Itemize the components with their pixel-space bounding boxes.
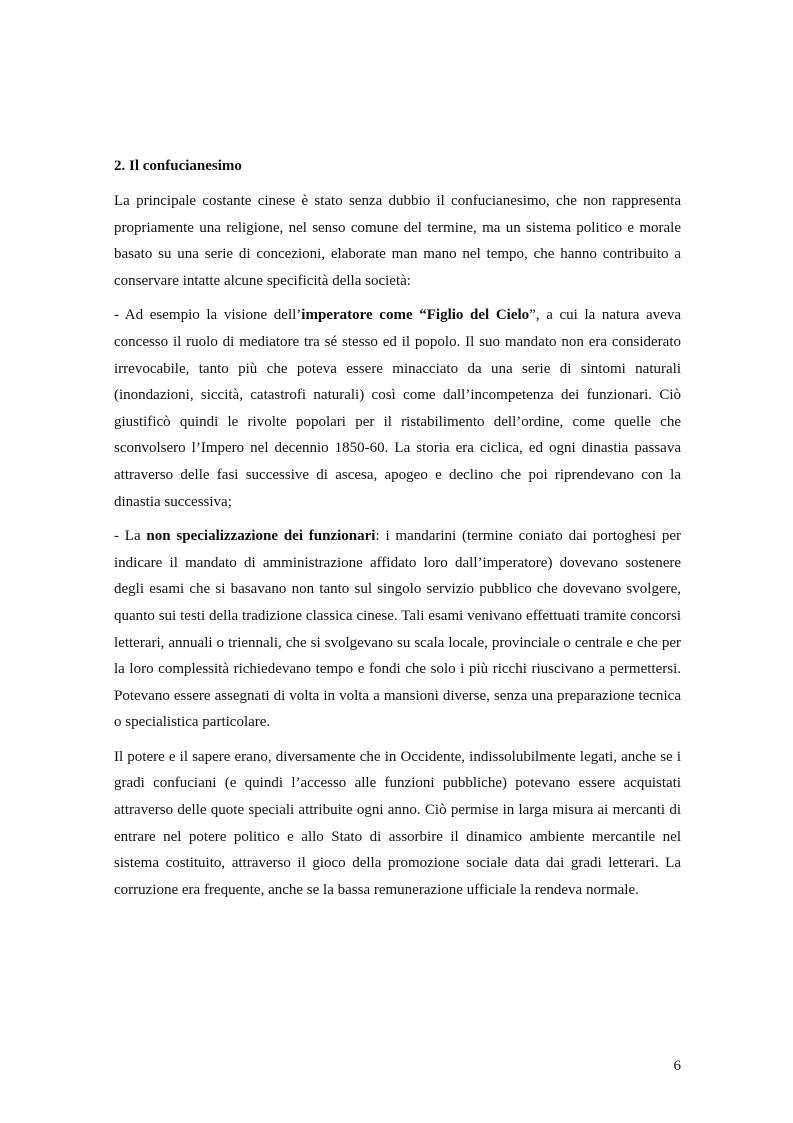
page-content: [114, 156, 681, 911]
paragraph-officials-text: : i mandarini (termine coniato dai portoghesi per indicare il mandato di amministrazione affidato loro dall’imperatore) dovevano sostenere degli esami che si basavano non tanto sul singolo servizio pubblico che dovevano svolgere, quanto sui testi della tradizione classica cinese. Tali esami venivano effettuati tramite concorsi letterari, annuali o triennali, che si svolgevano su scala locale, provinciale o centrale e che per la loro complessità richiedevano tempo e fondi che solo i più ricchi riuscivano a permettersi. Potevano essere assegnati di volta in volta a mansioni diverse, senza una preparazione tecnica o specialistica particolare.: [114, 528, 681, 731]
section-heading: 2. Il confucianesimo: [114, 158, 242, 174]
paragraph-intro: La principale costante cinese è stato senza dubbio il confucianesimo, che non rappresenta propriamente una religione, nel senso comune del termine, ma un sistema politico e morale basato su una serie di concezioni, elaborate man mano nel tempo, che hanno contribuito a conservare intatte alcune specificità della società:: [114, 193, 681, 289]
paragraph-officials: [114, 523, 681, 736]
paragraph-emperor-bold: imperatore come “Figlio del Cielo: [301, 307, 530, 324]
paragraph-emperor-text: ”, a cui la natura aveva concesso il ruolo di mediatore tra sé stesso ed il popolo. Il suo mandato non era considerato irrevocabile, tanto più che poteva essere minacciato da una serie di sintomi naturali (inondazioni, siccità, catastrofi naturali) così come dall’incompetenza dei funzionari. Ciò giustificò quindi le rivolte popolari per il ristabilimento dell’ordine, come quelle che sconvolsero l’Impero nel decennio 1850-60. La storia era ciclica, ed ogni dinastia passava attraverso delle fasi successive di ascesa, apogeo e declino che poi riprendevano con la dinastia successiva;: [114, 307, 681, 510]
paragraph-officials-bold: non specializzazione dei funzionari: [146, 528, 376, 545]
page-number: 6: [673, 1058, 681, 1074]
paragraph-officials-prefix: - La: [114, 528, 147, 545]
paragraph-emperor-prefix: - Ad esempio la visione dell’: [114, 307, 302, 324]
paragraph-power: Il potere e il sapere erano, diversamente che in Occidente, indissolubilmente legati, anche se i gradi confuciani (e quindi l’accesso alle funzioni pubbliche) potevano essere acquistati attraverso delle quote speciali attribuite ogni anno. Ciò permise in larga misura ai mercanti di entrare nel potere politico e allo Stato di assorbire il dinamico ambiente mercantile nel sistema costituito, attraverso il gioco della promozione sociale data dai gradi letterari. La corruzione era frequente, anche se la bassa remunerazione ufficiale la rendeva normale.: [114, 748, 681, 898]
paragraph-emperor: [114, 302, 681, 515]
